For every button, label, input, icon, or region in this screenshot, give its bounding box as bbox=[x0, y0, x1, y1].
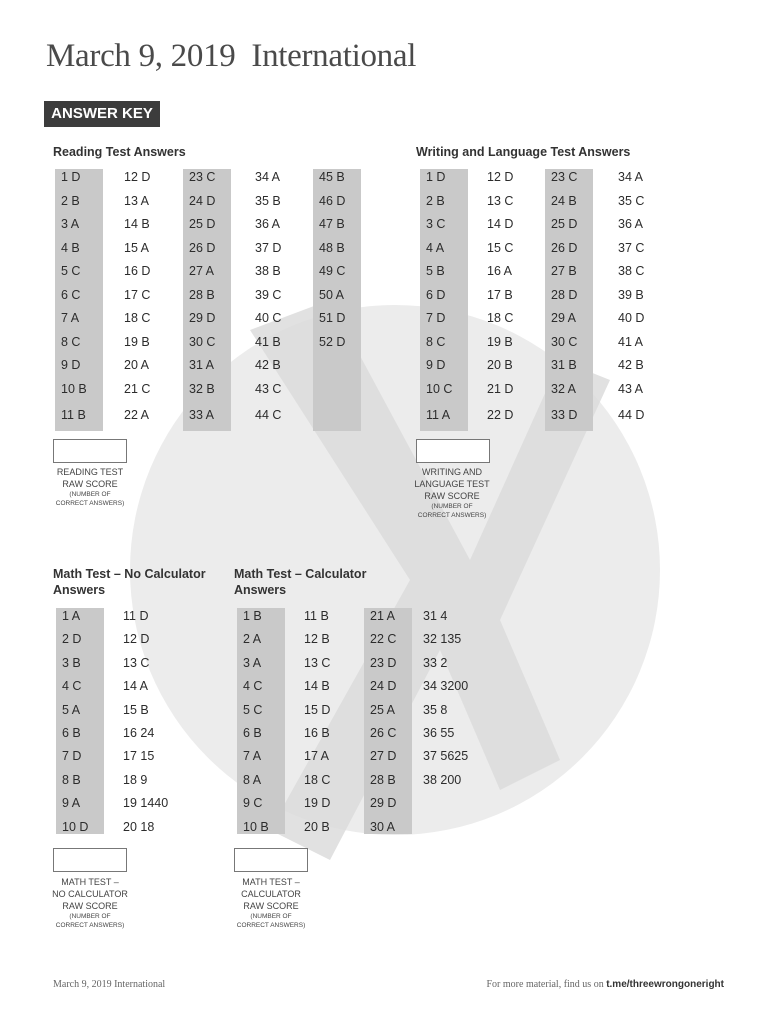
answer-item: 4 C bbox=[62, 679, 82, 694]
answer-item: 40 C bbox=[255, 311, 282, 325]
answer-item: 26 C bbox=[370, 726, 397, 740]
answer-item: 49 C bbox=[319, 264, 346, 278]
answer-item: 23 C bbox=[551, 170, 578, 184]
answer-item: 16 A bbox=[487, 264, 513, 278]
answer-item: 20 A bbox=[124, 358, 150, 372]
answer-item: 34 3200 bbox=[423, 679, 469, 694]
answer-item: 27 D bbox=[370, 749, 397, 764]
answer-item: 24 D bbox=[189, 193, 216, 208]
answer-item: 25 D bbox=[551, 217, 578, 231]
answer-item: 31 A bbox=[189, 358, 215, 372]
answer-item: 33 2 bbox=[423, 655, 448, 670]
answer-item: 34 A bbox=[255, 170, 281, 184]
answer-item: 24 B bbox=[551, 193, 577, 208]
answer-item: 21 D bbox=[487, 381, 514, 396]
math-calc-score-note: (NUMBER OF CORRECT ANSWERS) bbox=[236, 913, 306, 929]
writing-score-label-text: WRITING AND LANGUAGE TEST RAW SCORE bbox=[414, 467, 490, 501]
footer-right-prefix: For more material, find us on bbox=[486, 979, 607, 990]
answer-item: 35 B bbox=[255, 193, 281, 208]
answer-item: 12 B bbox=[304, 632, 330, 647]
answer-item: 4 A bbox=[426, 240, 445, 255]
answer-item: 1 B bbox=[243, 609, 262, 623]
answer-item: 16 D bbox=[124, 264, 151, 278]
answer-item: 2 B bbox=[61, 193, 80, 208]
math-nocalc-score-label-text: MATH TEST – NO CALCULATOR RAW SCORE bbox=[52, 877, 128, 911]
answer-item: 1 A bbox=[62, 609, 81, 623]
answer-item: 43 A bbox=[618, 381, 644, 396]
answer-item: 13 C bbox=[304, 655, 331, 670]
answer-item: 15 C bbox=[487, 240, 514, 255]
answer-item: 9 A bbox=[62, 796, 81, 811]
answer-item: 9 D bbox=[61, 358, 81, 372]
writing-raw-score-box[interactable] bbox=[416, 439, 490, 463]
answer-item: 11 A bbox=[426, 408, 451, 422]
answer-item: 14 D bbox=[487, 217, 514, 231]
answer-item: 21 C bbox=[124, 381, 151, 396]
answer-key-badge: ANSWER KEY bbox=[44, 101, 160, 127]
reading-raw-score-label bbox=[40, 466, 140, 508]
answer-item: 8 C bbox=[61, 334, 81, 349]
answer-item: 15 D bbox=[304, 702, 331, 717]
answer-item: 26 D bbox=[551, 240, 578, 255]
answer-item: 29 A bbox=[551, 311, 577, 325]
answer-item: 23 D bbox=[370, 655, 397, 670]
answer-item: 25 A bbox=[370, 702, 396, 717]
answer-item: 19 B bbox=[487, 334, 513, 349]
answer-item: 3 A bbox=[61, 217, 80, 231]
math-nocalc-score-note: (NUMBER OF CORRECT ANSWERS) bbox=[55, 913, 125, 929]
answer-item: 19 1440 bbox=[123, 796, 169, 811]
answer-item: 4 C bbox=[243, 679, 263, 694]
answer-item: 17 15 bbox=[123, 749, 155, 764]
answer-item: 37 5625 bbox=[423, 749, 469, 764]
answer-item: 13 A bbox=[124, 193, 150, 208]
answer-item: 30 C bbox=[551, 334, 578, 349]
answer-item: 11 B bbox=[61, 408, 86, 422]
answer-item: 15 A bbox=[124, 240, 150, 255]
answer-item: 37 D bbox=[255, 240, 282, 255]
answer-item: 47 B bbox=[319, 217, 345, 231]
answer-item: 6 B bbox=[62, 726, 81, 740]
answer-item: 10 C bbox=[426, 381, 453, 396]
answer-item: 13 C bbox=[123, 655, 150, 670]
math-calc-raw-score-box[interactable] bbox=[234, 848, 308, 872]
answer-item: 17 A bbox=[304, 749, 330, 764]
answer-item: 15 B bbox=[123, 702, 149, 717]
answer-item: 5 A bbox=[62, 702, 81, 717]
answer-item: 36 A bbox=[618, 217, 644, 231]
answer-item: 10 B bbox=[61, 381, 87, 396]
answer-item: 38 C bbox=[618, 264, 645, 278]
answer-item: 22 C bbox=[370, 632, 397, 647]
answer-item: 6 B bbox=[243, 726, 262, 740]
reading-score-note: (NUMBER OF CORRECT ANSWERS) bbox=[55, 491, 125, 507]
answer-item: 45 B bbox=[319, 170, 345, 184]
answer-item: 46 D bbox=[319, 193, 346, 208]
reading-score-label-text: READING TEST RAW SCORE bbox=[56, 467, 124, 489]
answer-item: 18 9 bbox=[123, 772, 148, 787]
answer-item: 28 B bbox=[189, 287, 215, 302]
answer-item: 30 C bbox=[189, 334, 216, 349]
page-title: March 9, 2019 International bbox=[46, 38, 417, 74]
answer-item: 42 B bbox=[255, 358, 281, 372]
answer-item: 10 B bbox=[243, 819, 269, 834]
answer-item: 20 18 bbox=[123, 819, 155, 834]
answer-item: 44 C bbox=[255, 408, 282, 422]
answer-item: 1 D bbox=[426, 170, 446, 184]
math-calc-raw-score-label bbox=[221, 876, 321, 930]
answer-item: 2 D bbox=[62, 632, 82, 647]
answer-item: 7 D bbox=[426, 311, 446, 325]
writing-raw-score-label bbox=[402, 466, 502, 520]
answer-item: 4 B bbox=[61, 240, 80, 255]
answer-item: 26 D bbox=[189, 240, 216, 255]
answer-item: 50 A bbox=[319, 287, 345, 302]
answer-item: 29 D bbox=[370, 796, 397, 811]
answer-item: 24 D bbox=[370, 679, 397, 694]
answer-item: 51 D bbox=[319, 311, 346, 325]
answer-item: 31 B bbox=[551, 358, 577, 372]
answer-item: 12 D bbox=[124, 170, 151, 184]
answer-item: 25 D bbox=[189, 217, 216, 231]
answer-item: 44 D bbox=[618, 408, 645, 422]
answer-item: 5 C bbox=[61, 264, 81, 278]
answer-item: 11 D bbox=[123, 609, 149, 623]
answer-item: 48 B bbox=[319, 240, 345, 255]
answer-item: 43 C bbox=[255, 381, 282, 396]
answer-item: 11 B bbox=[304, 609, 329, 623]
math-calc-score-label-text: MATH TEST – CALCULATOR RAW SCORE bbox=[241, 877, 301, 911]
answer-item: 18 C bbox=[304, 772, 331, 787]
answer-item: 30 A bbox=[370, 819, 396, 834]
answer-item: 39 C bbox=[255, 287, 282, 302]
answer-item: 7 A bbox=[61, 311, 80, 325]
answer-item: 5 B bbox=[426, 264, 445, 278]
answer-item: 42 B bbox=[618, 358, 644, 372]
answer-item: 22 A bbox=[124, 408, 150, 422]
answer-item: 9 D bbox=[426, 358, 446, 372]
answer-item: 29 D bbox=[189, 311, 216, 325]
answer-item: 16 24 bbox=[123, 726, 155, 740]
answer-item: 19 D bbox=[304, 796, 331, 811]
reading-section-title: Reading Test Answers bbox=[53, 145, 186, 159]
answer-item: 52 D bbox=[319, 334, 346, 349]
answer-item: 31 4 bbox=[423, 609, 448, 623]
answer-item: 9 C bbox=[243, 796, 263, 811]
reading-raw-score-box[interactable] bbox=[53, 439, 127, 463]
answer-item: 14 B bbox=[124, 217, 150, 231]
answer-item: 5 C bbox=[243, 702, 263, 717]
answer-item: 3 C bbox=[426, 217, 446, 231]
answer-item: 38 200 bbox=[423, 772, 462, 787]
answer-item: 14 A bbox=[123, 679, 149, 694]
answer-item: 34 A bbox=[618, 170, 644, 184]
answer-item: 32 135 bbox=[423, 632, 462, 647]
answer-item: 35 8 bbox=[423, 702, 448, 717]
answer-item: 36 55 bbox=[423, 726, 455, 740]
answer-item: 10 D bbox=[62, 819, 89, 834]
answer-item: 8 B bbox=[62, 772, 81, 787]
answer-item: 27 B bbox=[551, 264, 577, 278]
answer-item: 17 B bbox=[487, 287, 513, 302]
answer-item: 28 B bbox=[370, 772, 396, 787]
answer-item: 14 B bbox=[304, 679, 330, 694]
answer-item: 7 D bbox=[62, 749, 82, 764]
answer-item: 18 C bbox=[487, 311, 514, 325]
answer-item: 18 C bbox=[124, 311, 151, 325]
footer-link[interactable]: t.me/threewrongoneright bbox=[606, 979, 724, 990]
answer-item: 22 D bbox=[487, 408, 514, 422]
answer-item: 12 D bbox=[487, 170, 514, 184]
answer-item: 32 A bbox=[551, 381, 577, 396]
footer-right-text bbox=[487, 979, 725, 990]
answer-item: 28 D bbox=[551, 287, 578, 302]
answer-item: 16 B bbox=[304, 726, 330, 740]
answer-item: 33 A bbox=[189, 408, 215, 422]
answer-item: 3 B bbox=[62, 655, 81, 670]
answer-item: 35 C bbox=[618, 193, 645, 208]
answer-item: 6 D bbox=[426, 287, 446, 302]
answer-item: 36 A bbox=[255, 217, 281, 231]
answer-item: 20 B bbox=[304, 819, 330, 834]
answer-item: 37 C bbox=[618, 240, 645, 255]
answer-item: 33 D bbox=[551, 408, 578, 422]
answer-item: 20 B bbox=[487, 358, 513, 372]
answer-item: 40 D bbox=[618, 311, 645, 325]
math-nocalc-section-title: Math Test – No Calculator Answers bbox=[53, 567, 206, 597]
answer-item: 1 D bbox=[61, 170, 81, 184]
math-nocalc-raw-score-box[interactable] bbox=[53, 848, 127, 872]
math-calc-section-title: Math Test – Calculator Answers bbox=[234, 567, 367, 597]
answer-item: 38 B bbox=[255, 264, 281, 278]
answer-item: 3 A bbox=[243, 655, 262, 670]
answer-item: 27 A bbox=[189, 264, 215, 278]
footer-left-text: March 9, 2019 International bbox=[53, 979, 166, 990]
answer-item: 2 B bbox=[426, 193, 445, 208]
writing-score-note: (NUMBER OF CORRECT ANSWERS) bbox=[417, 503, 487, 519]
answer-item: 21 A bbox=[370, 609, 396, 623]
answer-item: 12 D bbox=[123, 632, 150, 647]
answer-item: 39 B bbox=[618, 287, 644, 302]
answer-item: 19 B bbox=[124, 334, 150, 349]
answer-item: 23 C bbox=[189, 170, 216, 184]
math-nocalc-raw-score-label bbox=[40, 876, 140, 930]
answer-item: 2 A bbox=[243, 632, 262, 647]
answer-item: 6 C bbox=[61, 287, 81, 302]
writing-section-title: Writing and Language Test Answers bbox=[416, 145, 631, 159]
answer-item: 8 C bbox=[426, 334, 446, 349]
answer-item: 32 B bbox=[189, 381, 215, 396]
answer-item: 7 A bbox=[243, 749, 262, 764]
answer-item: 13 C bbox=[487, 193, 514, 208]
answer-item: 17 C bbox=[124, 287, 151, 302]
answer-item: 8 A bbox=[243, 772, 262, 787]
answer-item: 41 B bbox=[255, 334, 281, 349]
answer-item: 41 A bbox=[618, 334, 644, 349]
